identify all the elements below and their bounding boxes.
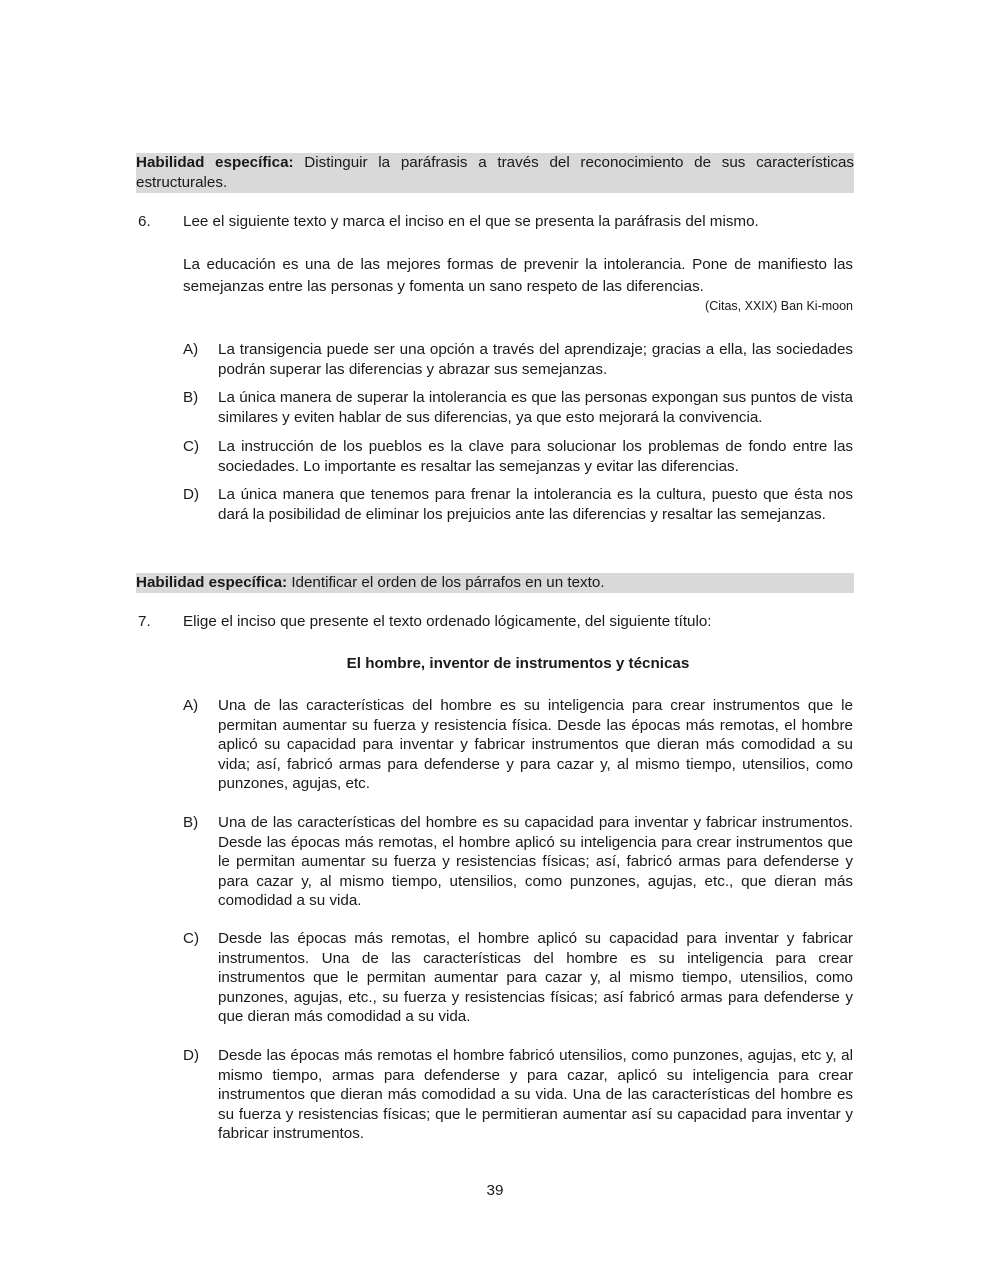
option-text: La única manera que tenemos para frenar la intolerancia es la cultura, puesto que ésta nos dará la posibilidad de eliminar los prejuicios ante las diferencias y resaltar las semejanzas. xyxy=(218,486,853,523)
option-letter: B) xyxy=(183,389,199,406)
option-text: La única manera de superar la intolerancia es que las personas expongan sus puntos de vista similares y eviten hablar de sus diferencias, ya que esto mejorará la convivencia. xyxy=(218,389,853,426)
question-number: 7. xyxy=(138,613,151,630)
option-letter: B) xyxy=(183,814,199,831)
quote-passage: La educación es una de las mejores formas de prevenir la intolerancia. Pone de manifiesto las semejanzas entre las personas y fomenta un sano respeto de las diferencias. xyxy=(183,256,853,295)
skill-label: Habilidad específica: xyxy=(136,154,294,171)
option-d[interactable] xyxy=(183,1046,853,1144)
option-letter: D) xyxy=(183,1047,200,1064)
question-number: 6. xyxy=(138,213,151,230)
option-text: Una de las características del hombre es su inteligencia para crear instrumentos que le permitan aumentar su fuerza y resistencia física. Desde las épocas más remotas, el hombre aplicó su capacidad para inventar y fabricar instrumentos que dieran más comodidad a su vida; así, fabricó armas para defenderse y para cazar y, al mismo tiempo, utensilios, como punzones, agujas, etc. xyxy=(218,697,853,792)
option-c[interactable] xyxy=(183,437,853,476)
option-b[interactable] xyxy=(183,813,853,911)
option-text: Desde las épocas más remotas el hombre fabricó utensilios, como punzones, agujas, etc y, al mismo tiempo, armas para defenderse y para cazar, aplicó su inteligencia para crear instrumentos que dieran más comodidad a su vida. Una de las características del hombre es su fuerza y resistencias físicas; que le permitieran aumentar así su capacidad para inventar y fabricar instrumentos. xyxy=(218,1047,853,1142)
skill-label: Habilidad específica: xyxy=(136,574,288,591)
option-b[interactable] xyxy=(183,388,853,427)
skill-text: Identificar el orden de los párrafos en un texto. xyxy=(287,574,605,591)
skill-banner-1 xyxy=(136,153,854,193)
option-text: La transigencia puede ser una opción a través del aprendizaje; gracias a ella, las sociedades podrán superar las diferencias y abrazar sus semejanzas. xyxy=(218,341,853,378)
option-a[interactable] xyxy=(183,340,853,379)
option-letter: D) xyxy=(183,486,200,503)
quote-citation: (Citas, XXIX) Ban Ki-moon xyxy=(705,299,853,313)
option-letter: C) xyxy=(183,930,200,947)
option-text: Desde las épocas más remotas, el hombre aplicó su capacidad para inventar y fabricar instrumentos. Una de las características del hombre es su inteligencia para crear instrumentos que le permitan aumentar para cazar y, al mismo tiempo, utensilios, como punzones, agujas, etc., su fuerza y resistencias físicas; así fabricó armas para defenderse y que dieran más comodidad a su vida. xyxy=(218,930,853,1025)
skill-text: Distinguir la paráfrasis a través del reconocimiento de sus características estructurales. xyxy=(136,154,854,191)
option-d[interactable] xyxy=(183,485,853,524)
option-letter: C) xyxy=(183,438,200,455)
option-letter: A) xyxy=(183,341,199,358)
question-prompt: Elige el inciso que presente el texto ordenado lógicamente, del siguiente título: xyxy=(183,613,712,630)
option-letter: A) xyxy=(183,697,199,714)
option-a[interactable] xyxy=(183,696,853,794)
option-text: La instrucción de los pueblos es la clave para solucionar los problemas de fondo entre las sociedades. Lo importante es resaltar las semejanzas y evitar las diferencias. xyxy=(218,438,853,475)
text-title: El hombre, inventor de instrumentos y técnicas xyxy=(346,655,690,672)
page-number: 39 xyxy=(486,1182,504,1199)
option-text: Una de las características del hombre es su capacidad para inventar y fabricar instrumentos. Desde las épocas más remotas, el hombre aplicó su inteligencia para crear instrumentos que le permitan aumentar su fuerza y resistencias físicas; así, fabricó armas para defenderse y para cazar y, al mismo tiempo, utensilios, como punzones, agujas, etc., que dieran más comodidad a su vida. xyxy=(218,814,853,909)
skill-banner-2 xyxy=(136,573,854,593)
option-c[interactable] xyxy=(183,929,853,1027)
question-prompt: Lee el siguiente texto y marca el inciso en el que se presenta la paráfrasis del mismo. xyxy=(183,213,759,230)
